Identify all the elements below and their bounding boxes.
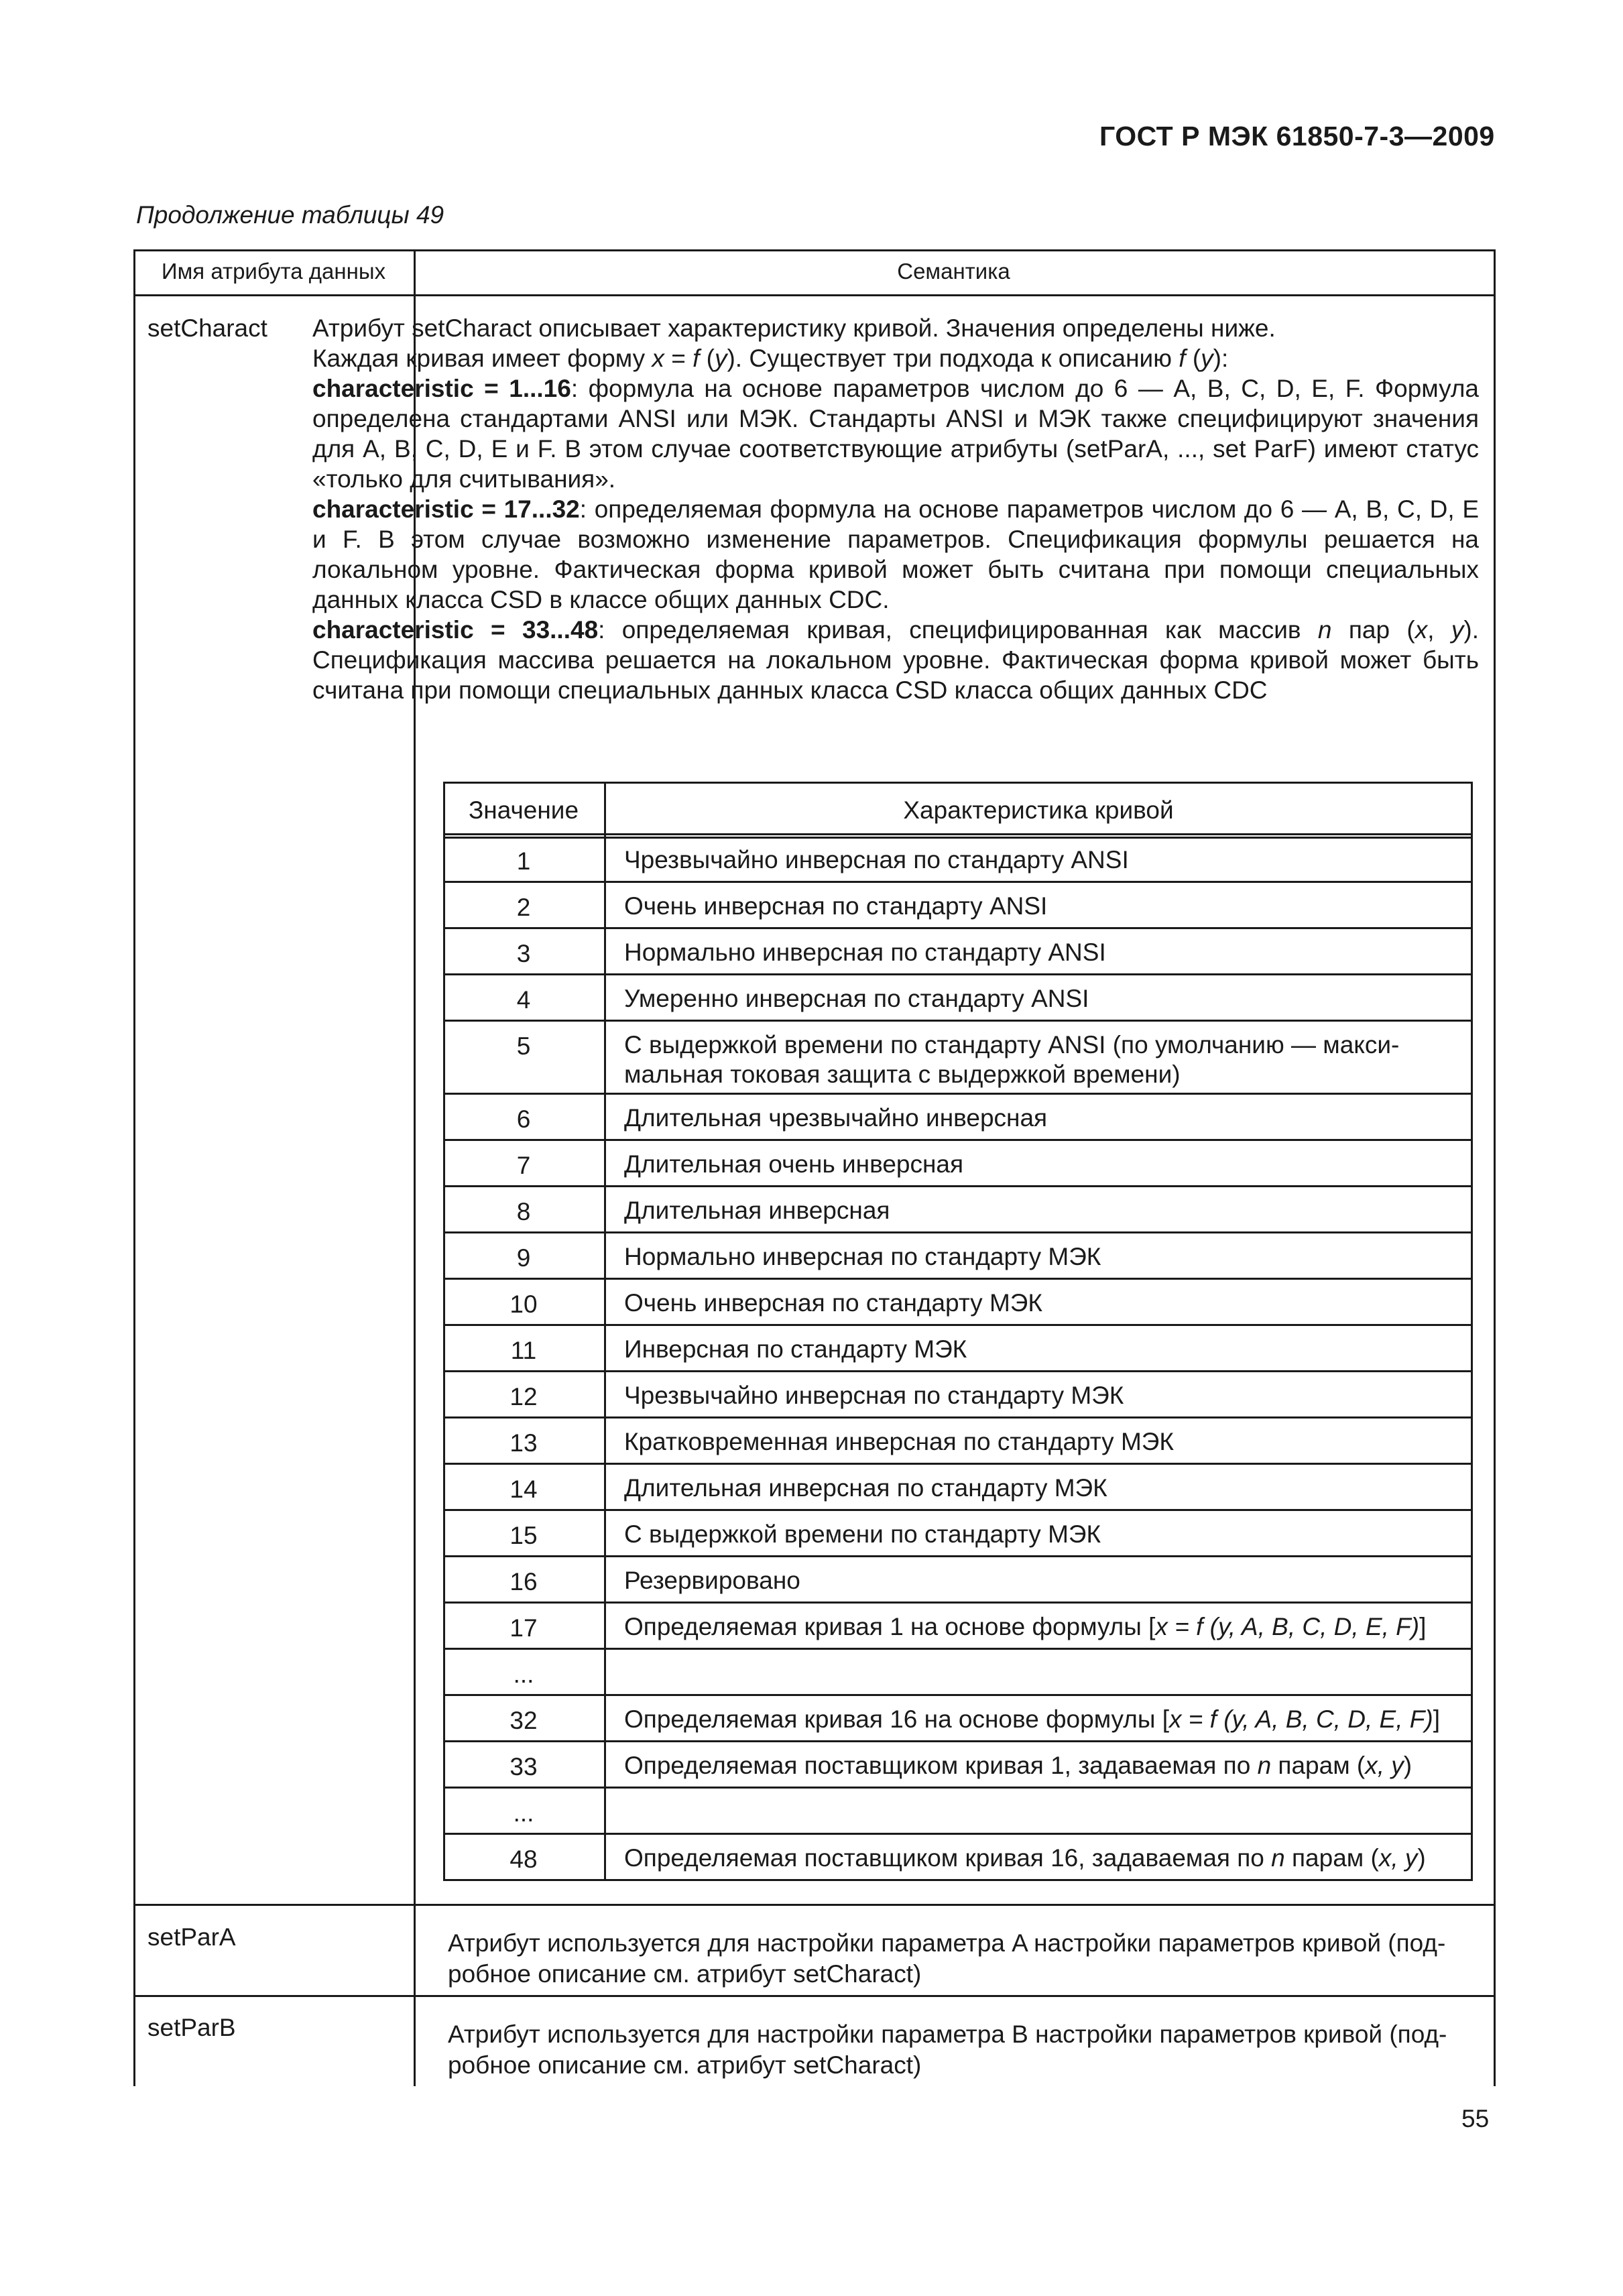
table-rule [443, 1185, 1473, 1187]
table-rule [443, 1694, 1473, 1696]
curve-characteristic: Кратковременная инверсная по стандарту МЭК [624, 1428, 1174, 1455]
curve-value: 1 [516, 847, 531, 875]
curve-characteristic: Длительная чрезвычайно инверсная [624, 1104, 1048, 1132]
table-rule [443, 1324, 1473, 1326]
curve-characteristic: Чрезвычайно инверсная по стандарту ANSI [624, 846, 1129, 873]
attribute-name-setparb: setParB [147, 2014, 236, 2041]
curve-value: 9 [516, 1244, 531, 1272]
curve-characteristic: Нормально инверсная по стандарту МЭК [624, 1243, 1101, 1270]
table-rule [443, 1370, 1473, 1372]
curve-value: 3 [516, 940, 531, 967]
curve-characteristics-table [443, 782, 1473, 1881]
table-rule [443, 1555, 1473, 1557]
table-rule [443, 1416, 1473, 1418]
curve-value: 6 [516, 1105, 531, 1133]
curve-value: 13 [509, 1429, 538, 1457]
attribute-name-setcharact: setCharact [147, 314, 267, 342]
curve-value: 48 [509, 1846, 538, 1873]
table-rule [443, 1833, 1473, 1835]
curve-value: 10 [509, 1290, 538, 1318]
description-line-2: Каждая кривая имеет форму x = f (y). Существует три подхода к описанию f (y): [312, 345, 1229, 372]
curve-value: 15 [509, 1522, 538, 1549]
column-header-value: Значение [468, 796, 579, 824]
column-header-semantics: Семантика [897, 259, 1010, 284]
table-rule [443, 1139, 1473, 1141]
curve-value: 4 [516, 986, 531, 1014]
table-rule [443, 1787, 1473, 1789]
table-rule [443, 1463, 1473, 1465]
column-header-attribute-name: Имя атрибута данных [161, 259, 386, 284]
table-rule [443, 927, 1473, 929]
table-rule [443, 1740, 1473, 1742]
table-rule [443, 973, 1473, 975]
table-rule [443, 1231, 1473, 1233]
curve-value: 33 [509, 1753, 538, 1780]
table-rule [443, 837, 1473, 839]
curve-value: 7 [516, 1152, 531, 1179]
table-rule [604, 782, 606, 1881]
curve-characteristic: Очень инверсная по стандарту МЭК [624, 1289, 1042, 1317]
curve-value: 17 [509, 1614, 538, 1642]
table-rule [443, 1602, 1473, 1604]
table-rule [443, 1648, 1473, 1650]
curve-characteristic: Определяемая кривая 16 на основе формулы [x = f (y, A, B, C, D, E, F)] [624, 1705, 1440, 1733]
curve-characteristic: С выдержкой времени по стандарту МЭК [624, 1520, 1101, 1548]
page-number: 55 [1461, 2105, 1490, 2132]
table-rule [443, 1093, 1473, 1095]
curve-value: ... [513, 1660, 534, 1688]
curve-value: 11 [510, 1337, 537, 1364]
curve-characteristic: Определяемая поставщиком кривая 1, задаваемая по n парам (x, y) [624, 1752, 1412, 1779]
curve-characteristic: Инверсная по стандарту МЭК [624, 1335, 967, 1363]
table-rule [1471, 782, 1473, 1881]
curve-value: 5 [516, 1032, 531, 1060]
setcharact-description [312, 313, 1479, 705]
table-rule [443, 1879, 1473, 1881]
attribute-name-setpara: setParA [147, 1923, 236, 1951]
description-line-1: Атрибут setCharact описывает характеристику кривой. Значения определены ниже. [312, 314, 1276, 342]
curve-value: 14 [509, 1475, 538, 1503]
curve-characteristic: Умеренно инверсная по стандарту ANSI [624, 985, 1089, 1012]
characteristic-17-32: characteristic = 17...32: определяемая формула на основе параметров числом до 6 — A, B, C, D, E и F. В этом случае возможно изменение параметров. Спецификация формулы решается на локальном уровне. Фактическая форма кривой может быть считана при помощи специальных данных класса CSD в классе общих данных CDC. [312, 495, 1480, 613]
setparb-description: Атрибут используется для настройки параметра B настройки параметров кривой (под- робное описание см. атрибут setCharact) [448, 2020, 1447, 2079]
document-id: ГОСТ Р МЭК 61850-7-3—2009 [1099, 121, 1495, 152]
curve-characteristic: С выдержкой времени по стандарту ANSI (по умолчанию — макси- мальная токовая защита с выдержкой времени) [624, 1031, 1400, 1088]
curve-characteristic: Чрезвычайно инверсная по стандарту МЭК [624, 1382, 1124, 1409]
curve-value: ... [513, 1799, 534, 1827]
curve-characteristic: Очень инверсная по стандарту ANSI [624, 892, 1048, 920]
table-rule [443, 1278, 1473, 1280]
curve-characteristic: Длительная инверсная [624, 1197, 890, 1224]
curve-value: 16 [509, 1568, 538, 1595]
table-rule [443, 1020, 1473, 1022]
table-rule [443, 1509, 1473, 1511]
column-header-curve-characteristic: Характеристика кривой [903, 796, 1174, 824]
curve-characteristic: Нормально инверсная по стандарту ANSI [624, 939, 1106, 966]
characteristic-33-48: characteristic = 33...48: определяемая кривая, специфицированная как массив n пар (x, y). Спецификация массива решается на локальном уровне. Фактическая форма кривой может быть считана при помощи специальных данных класса CSD класса общих данных CDC [312, 616, 1479, 704]
table-caption: Продолжение таблицы 49 [136, 201, 444, 229]
curve-value: 2 [516, 894, 531, 921]
curve-characteristic: Резервировано [624, 1567, 800, 1594]
setpara-description: Атрибут используется для настройки параметра A настройки параметров кривой (под- робное описание см. атрибут setCharact) [448, 1929, 1446, 1988]
curve-characteristic: Длительная очень инверсная [624, 1150, 964, 1178]
curve-value: 32 [509, 1707, 538, 1734]
table-rule [443, 881, 1473, 883]
curve-characteristic: Длительная инверсная по стандарту МЭК [624, 1474, 1107, 1502]
curve-characteristic: Определяемая поставщиком кривая 16, задаваемая по n парам (x, y) [624, 1844, 1426, 1872]
curve-characteristic: Определяемая кривая 1 на основе формулы [x = f (y, A, B, C, D, E, F)] [624, 1613, 1427, 1640]
curve-value: 12 [509, 1383, 538, 1410]
curve-value: 8 [516, 1198, 531, 1225]
table-rule [443, 782, 1473, 784]
characteristic-1-16: characteristic = 1...16: формула на основе параметров числом до 6 — A, B, C, D, E, F. Формула определена стандартами ANSI или МЭК. Стандарты ANSI и МЭК также специфицируют значения для A, B, C, D, E и F. В этом случае соответствующие атрибуты (setParA, ..., set ParF) имеют статус «только для считывания». [312, 375, 1479, 493]
table-rule [443, 833, 1473, 835]
